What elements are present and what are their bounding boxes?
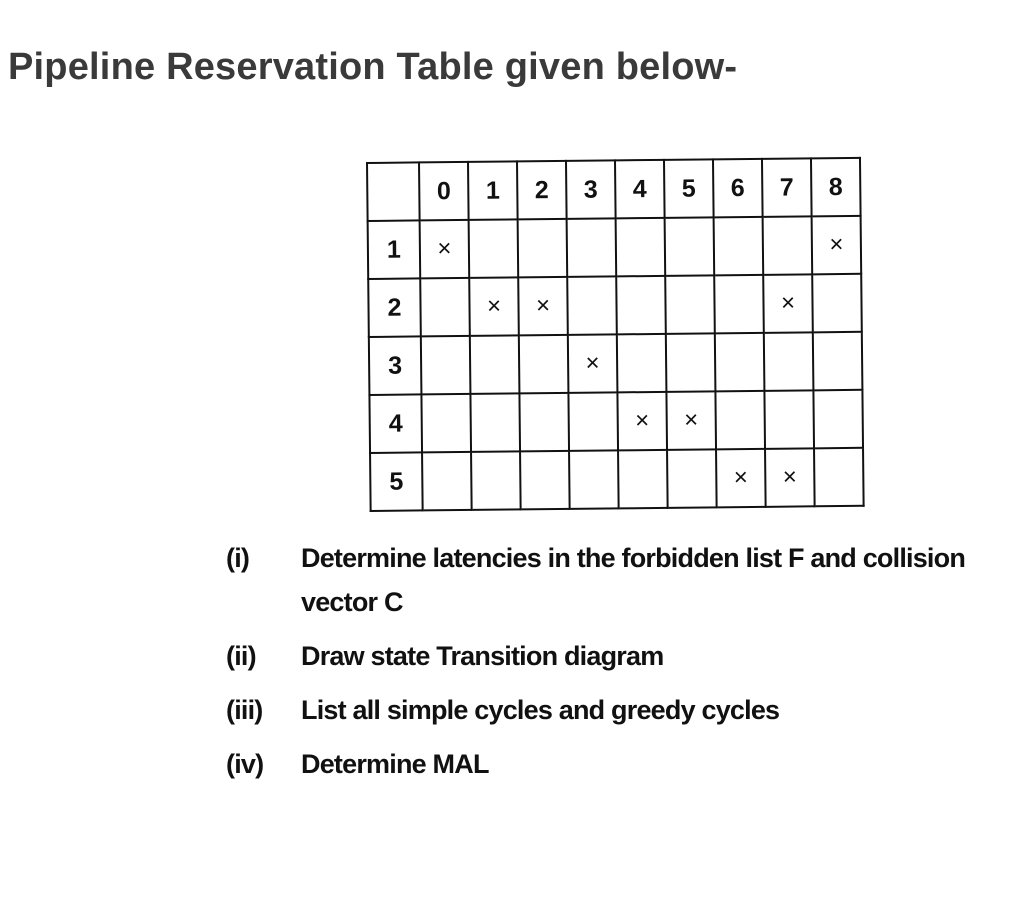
question-text: Draw state Transition diagram <box>301 641 664 671</box>
empty-cell <box>567 276 617 335</box>
empty-cell <box>518 219 568 278</box>
empty-cell <box>470 393 520 452</box>
empty-cell <box>666 333 716 392</box>
stage-label: 5 <box>370 452 423 511</box>
time-column-header: 1 <box>468 161 518 220</box>
reservation-mark-cell: × <box>420 220 470 279</box>
empty-cell <box>665 217 715 276</box>
table-row <box>369 390 863 453</box>
reservation-table <box>366 157 865 512</box>
empty-cell <box>469 219 519 278</box>
table-row <box>368 274 862 337</box>
page-title: Pipeline Reservation Table given below- <box>8 46 738 88</box>
table-row <box>370 448 864 511</box>
time-column-header: 8 <box>811 158 861 217</box>
table-corner-cell <box>367 162 420 221</box>
time-column-header: 4 <box>615 160 665 219</box>
empty-cell <box>813 332 863 391</box>
empty-cell <box>470 335 520 394</box>
question-text: List all simple cycles and greedy cycles <box>301 695 780 725</box>
stage-label: 2 <box>368 278 421 337</box>
empty-cell <box>813 390 863 449</box>
stage-label: 3 <box>369 336 422 395</box>
empty-cell <box>714 275 764 334</box>
empty-cell <box>471 451 521 510</box>
empty-cell <box>665 275 715 334</box>
empty-cell <box>421 394 471 453</box>
reservation-table-container <box>366 157 865 512</box>
time-column-header: 6 <box>713 159 763 218</box>
question-text: Determine MAL <box>301 749 489 779</box>
time-column-header: 5 <box>664 159 714 218</box>
empty-cell <box>616 276 666 335</box>
reservation-mark-cell: × <box>716 449 766 508</box>
question-item <box>226 536 1016 624</box>
empty-cell <box>569 450 619 509</box>
empty-cell <box>616 218 666 277</box>
reservation-mark-cell: × <box>568 334 618 393</box>
question-number: (ii) <box>226 641 256 671</box>
stage-label: 1 <box>368 220 421 279</box>
reservation-mark-cell: × <box>765 448 815 507</box>
empty-cell <box>420 278 470 337</box>
question-item <box>226 688 1016 732</box>
time-column-header: 3 <box>566 160 616 219</box>
question-item <box>226 634 1016 678</box>
empty-cell <box>519 393 569 452</box>
empty-cell <box>764 390 814 449</box>
reservation-mark-cell: × <box>666 391 716 450</box>
empty-cell <box>715 333 765 392</box>
time-column-header: 7 <box>762 158 812 217</box>
reservation-mark-cell: × <box>763 274 813 333</box>
empty-cell <box>421 336 471 395</box>
empty-cell <box>422 452 472 511</box>
reservation-mark-cell: × <box>469 277 519 336</box>
table-header-row <box>367 158 861 221</box>
empty-cell <box>715 391 765 450</box>
empty-cell <box>617 334 667 393</box>
question-number: (iv) <box>226 749 264 779</box>
question-item <box>226 742 1016 786</box>
empty-cell <box>814 448 864 507</box>
empty-cell <box>618 450 668 509</box>
empty-cell <box>519 335 569 394</box>
empty-cell <box>714 217 764 276</box>
empty-cell <box>812 274 862 333</box>
empty-cell <box>520 451 570 510</box>
time-column-header: 2 <box>517 161 567 220</box>
empty-cell <box>764 332 814 391</box>
stage-label: 4 <box>369 394 422 453</box>
table-row <box>368 216 862 279</box>
question-number: (i) <box>226 543 250 573</box>
reservation-mark-cell: × <box>812 216 862 275</box>
time-column-header: 0 <box>419 162 469 221</box>
question-text: Determine latencies in the forbidden list F and collision vector C <box>301 543 966 617</box>
question-number: (iii) <box>226 695 263 725</box>
reservation-mark-cell: × <box>617 392 667 451</box>
question-list <box>226 536 1016 796</box>
table-row <box>369 332 863 395</box>
reservation-mark-cell: × <box>518 277 568 336</box>
empty-cell <box>763 216 813 275</box>
empty-cell <box>667 449 717 508</box>
empty-cell <box>568 392 618 451</box>
empty-cell <box>567 218 617 277</box>
